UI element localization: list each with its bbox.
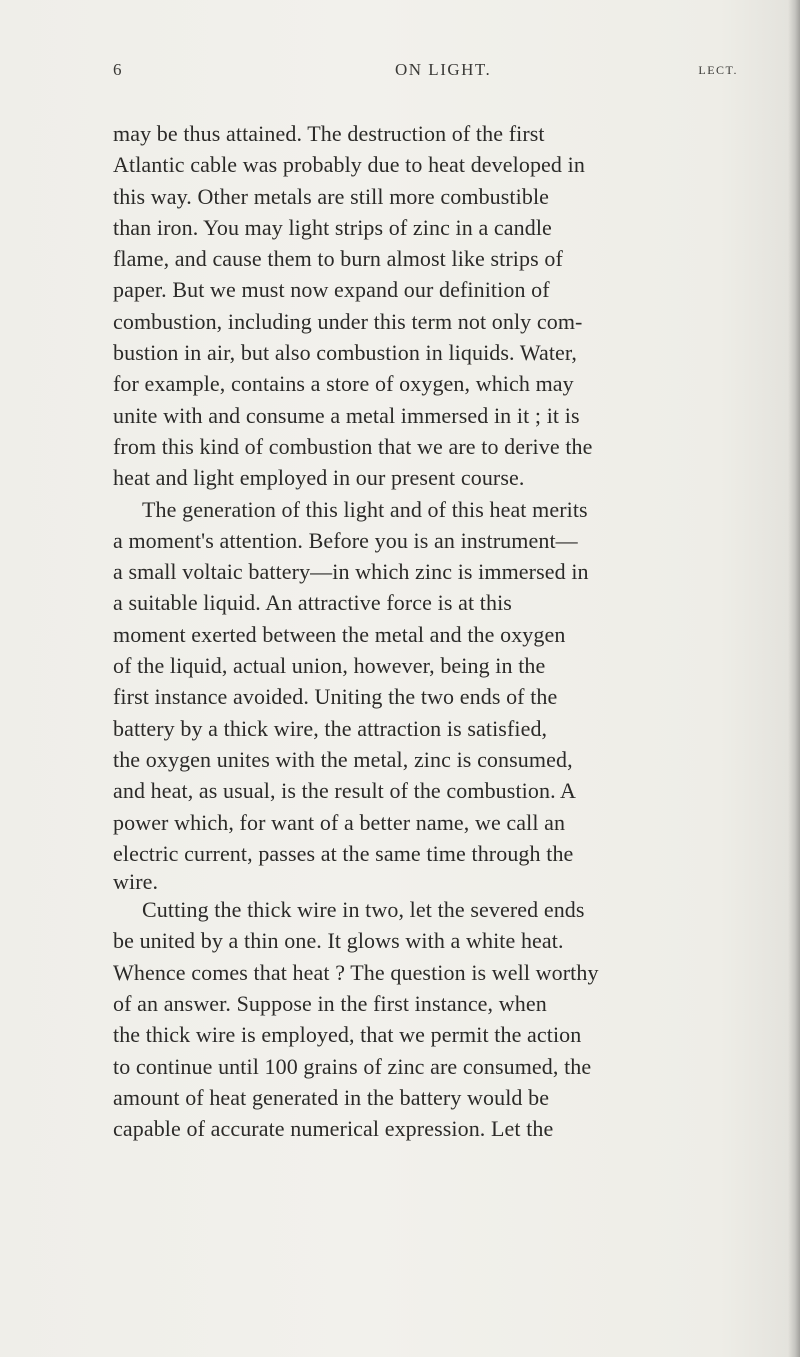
text-line: a moment's attention. Before you is an instrument—	[113, 527, 578, 553]
text-line: wire.	[113, 869, 159, 895]
paragraph-first-line: The generation of this light and of this heat merits	[142, 496, 588, 522]
text-line: be united by a thin one. It glows with a white heat.	[113, 928, 564, 954]
text-line: moment exerted between the metal and the oxygen	[113, 621, 566, 647]
text-line: a small voltaic battery—in which zinc is immersed in	[113, 559, 589, 585]
text-line: than iron. You may light strips of zinc in a candle	[113, 214, 552, 240]
text-line: flame, and cause them to burn almost like strips of	[113, 246, 563, 272]
text-line: the oxygen unites with the metal, zinc is consumed,	[113, 746, 573, 772]
text-line: Whence comes that heat ? The question is well worthy	[113, 959, 599, 985]
text-line: and heat, as usual, is the result of the combustion. A	[113, 778, 577, 804]
text-line: first instance avoided. Uniting the two ends of the	[113, 684, 558, 710]
text-line: combustion, including under this term not only com-	[113, 308, 583, 334]
running-head	[113, 60, 738, 84]
text-line: for example, contains a store of oxygen, which may	[113, 371, 574, 397]
text-line: power which, for want of a better name, we call an	[113, 809, 566, 835]
text-line: amount of heat generated in the battery would be	[113, 1084, 550, 1110]
page-number: 6	[113, 60, 123, 79]
text-line: of the liquid, actual union, however, being in the	[113, 653, 546, 679]
text-line: battery by a thick wire, the attraction is satisfied,	[113, 715, 548, 741]
text-line: this way. Other metals are still more combustible	[113, 183, 550, 209]
text-line: to continue until 100 grains of zinc are consumed, the	[113, 1053, 592, 1079]
running-title: ON LIGHT.	[395, 60, 492, 79]
text-line: capable of accurate numerical expression. Let the	[113, 1116, 554, 1142]
text-line: the thick wire is employed, that we permit the action	[113, 1022, 582, 1048]
page-edge-shadow	[788, 0, 800, 1357]
text-line: of an answer. Suppose in the first instance, when	[113, 991, 547, 1017]
body-text	[113, 118, 773, 1145]
text-line: a suitable liquid. An attractive force is at this	[113, 590, 512, 616]
text-line: heat and light employed in our present course.	[113, 465, 525, 491]
text-line: may be thus attained. The destruction of the first	[113, 121, 545, 146]
text-line: paper. But we must now expand our definition of	[113, 277, 550, 303]
text-line: electric current, passes at the same time through the	[113, 840, 574, 866]
text-line: unite with and consume a metal immersed in it ; it is	[113, 402, 580, 428]
section-label: LECT.	[698, 63, 738, 77]
text-line: bustion in air, but also combustion in liquids. Water,	[113, 340, 578, 366]
text-line: from this kind of combustion that we are to derive the	[113, 433, 593, 459]
paragraph-first-line: Cutting the thick wire in two, let the severed ends	[142, 897, 585, 923]
text-line: Atlantic cable was probably due to heat developed in	[113, 152, 585, 178]
